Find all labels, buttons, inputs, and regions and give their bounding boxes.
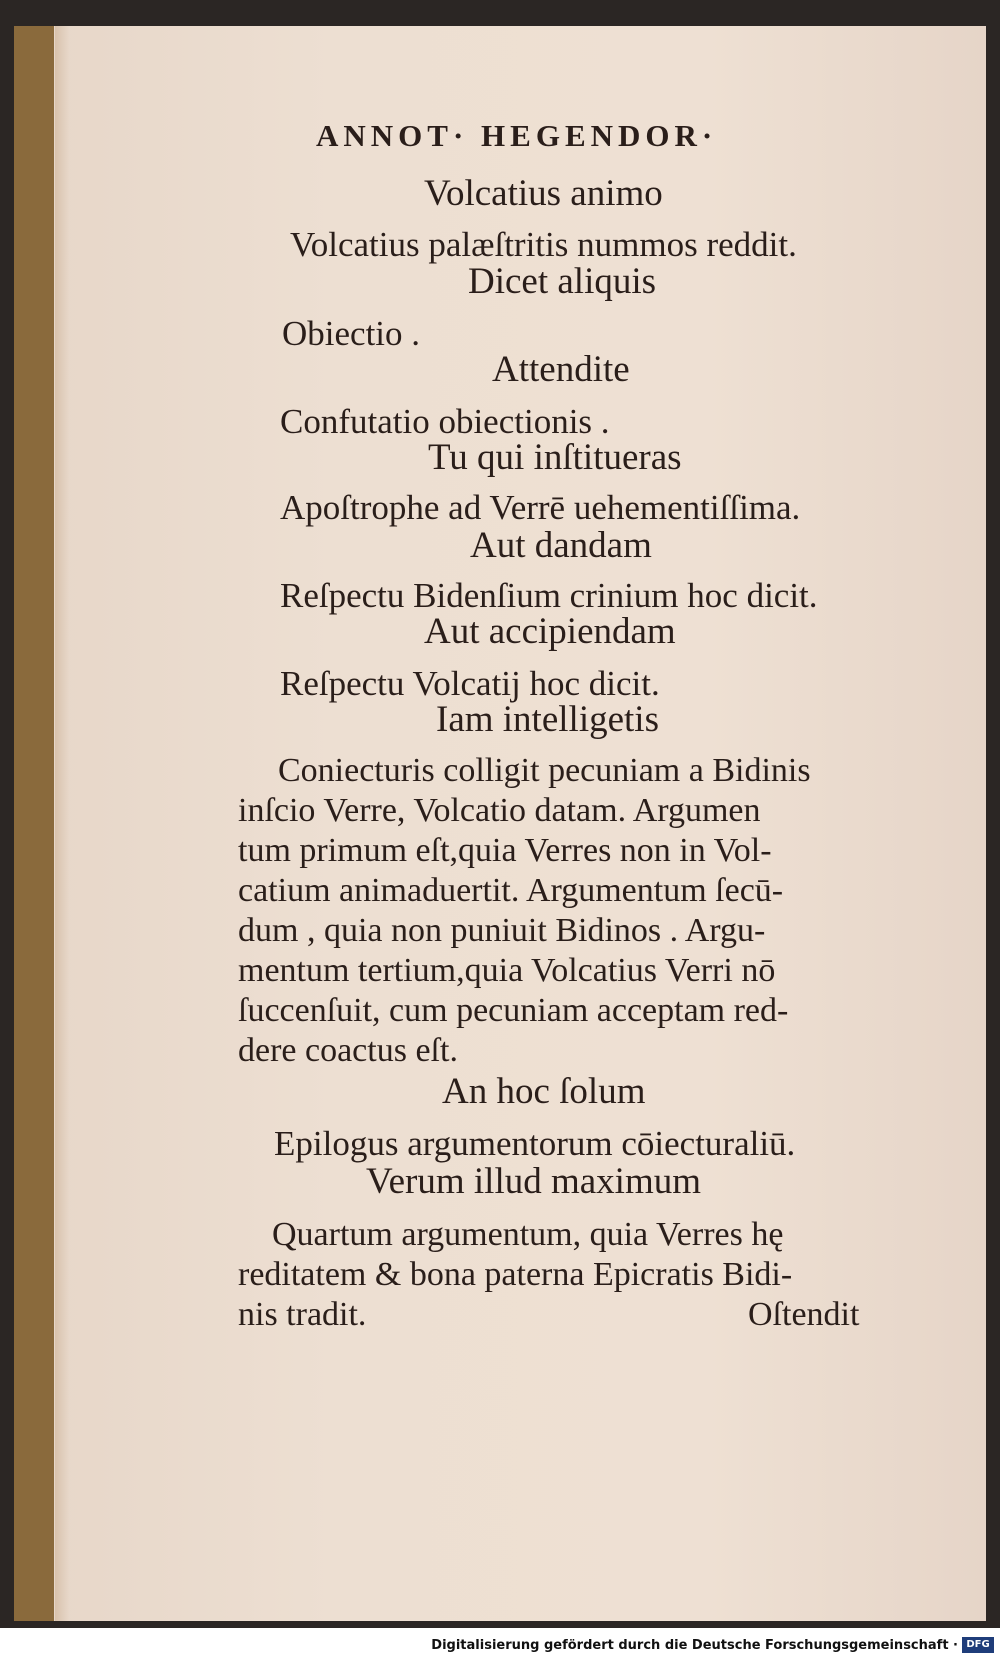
- body-line: mentum tertium,quia Volcatius Verri nō: [238, 952, 776, 989]
- note-line: Obiectio .: [282, 314, 421, 353]
- catchword: Oſtendit: [748, 1296, 860, 1333]
- body-line: tum primum eſt,quia Verres non in Vol-: [238, 832, 772, 869]
- lemma-line: Aut accipiendam: [424, 611, 676, 652]
- lemma-line: Iam intelligetis: [436, 699, 659, 740]
- note-line: Confutatio obiectionis .: [280, 402, 610, 441]
- note-line: Epilogus argumentorum cōiecturaliū.: [274, 1124, 796, 1163]
- running-head: ANNOT· HEGENDOR·: [316, 118, 718, 153]
- note-line: Reſpectu Bidenſium crinium hoc dicit.: [280, 576, 818, 615]
- body-line: dere coactus eſt.: [238, 1032, 458, 1069]
- body-line: ſuccenſuit, cum pecuniam acceptam red-: [238, 992, 789, 1029]
- note-line: Volcatius palæſtritis nummos reddit.: [290, 225, 797, 264]
- body-line: inſcio Verre, Volcatio datam. Argumen: [238, 792, 761, 829]
- body-line: reditatem & bona paterna Epicratis Bidi-: [238, 1256, 793, 1293]
- note-line: Reſpectu Volcatij hoc dicit.: [280, 664, 660, 703]
- note-line: Apoſtrophe ad Verrē uehementiſſima.: [280, 488, 801, 527]
- lemma-line: Volcatius animo: [424, 173, 663, 214]
- dfg-logo: DFG: [962, 1637, 994, 1653]
- lemma-line: Aut dandam: [470, 525, 652, 566]
- lemma-line: Verum illud maximum: [366, 1161, 702, 1202]
- lemma-line: An hoc ſolum: [442, 1071, 646, 1112]
- body-line: Quartum argumentum, quia Verres hę: [272, 1216, 784, 1253]
- lemma-line: Tu qui inſtitueras: [428, 437, 682, 478]
- body-line: nis tradit.: [238, 1296, 367, 1333]
- digitization-footer: [0, 1628, 1000, 1666]
- body-line: catium animaduertit. Argumentum ſecū-: [238, 872, 784, 909]
- body-line: Coniecturis colligit pecuniam a Bidinis: [278, 752, 811, 789]
- lemma-line: Dicet aliquis: [468, 261, 657, 302]
- lemma-line: Attendite: [492, 349, 630, 390]
- footer-credit: Digitalisierung gefördert durch die Deutsche Forschungsgemeinschaft ·: [431, 1638, 958, 1653]
- body-line: dum , quia non puniuit Bidinos . Argu-: [238, 912, 766, 949]
